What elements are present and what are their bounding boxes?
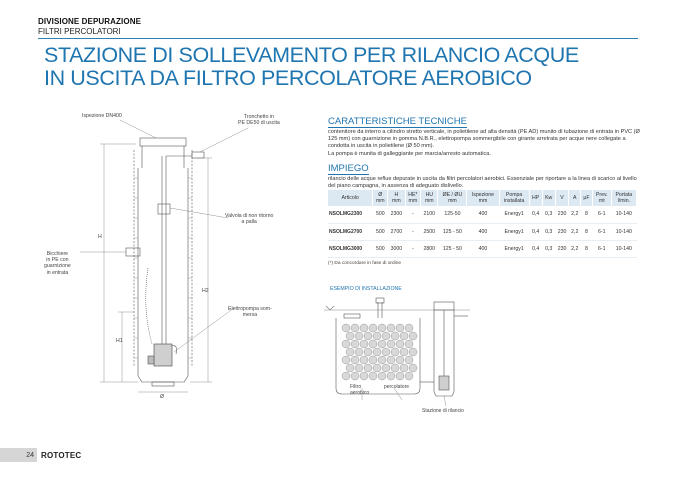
- header-divider: [38, 38, 638, 39]
- table-cell: 500: [373, 206, 388, 223]
- table-cell: 125 - 50: [438, 223, 467, 240]
- table-cell: 2,2: [569, 223, 581, 240]
- table-header-cell: ØE / ØU mm: [438, 190, 467, 206]
- table-header-cell: Portata l/min.: [611, 190, 636, 206]
- table-cell: 2500: [421, 223, 438, 240]
- table-cell: 6-1: [592, 240, 611, 257]
- table-header-cell: Kw: [542, 190, 555, 206]
- label-elettropompa: Elettropompa som- mersa: [228, 306, 272, 319]
- table-cell: 2800: [421, 240, 438, 257]
- table-header-cell: Pompa installata: [499, 190, 529, 206]
- page-title: [44, 44, 579, 90]
- section-title: DIVISIONE DEPURAZIONE: [38, 17, 142, 26]
- table-cell: 8: [581, 206, 593, 223]
- table-cell: 0,3: [542, 240, 555, 257]
- table-cell: Energy1: [499, 240, 529, 257]
- label-ispezione: Ispezione DN400: [82, 113, 122, 119]
- dim-h1: H1: [116, 338, 123, 344]
- table-cell: Energy1: [499, 223, 529, 240]
- dim-h2: H2: [202, 288, 209, 294]
- subsection-title: FILTRI PERCOLATORI: [38, 27, 121, 36]
- table-cell: 2,2: [569, 240, 581, 257]
- caratteristiche-text-2: La pompa è munita di galleggiante per marcia/arresto automatica.: [328, 150, 491, 157]
- table-cell: 125 - 50: [438, 240, 467, 257]
- impiego-text: rilancio delle acque reflue depurate in uscita da filtri percolatori aerobici. Essenziale per riportare a la linea di scarico al livello del piano campagna, in assenza di adeguato dislivello.: [328, 175, 637, 190]
- article-code: NSOLMG3000: [328, 240, 373, 257]
- table-header-cell: V: [555, 190, 569, 206]
- cross-section-drawing: [38, 108, 306, 408]
- spec-table: [328, 190, 637, 258]
- table-cell: -: [405, 206, 421, 223]
- impiego-heading: IMPIEGO: [328, 162, 369, 174]
- table-cell: 2700: [388, 223, 405, 240]
- label-filtro: Filtro aerobico: [350, 384, 370, 396]
- article-code: NSOLMG2300: [328, 206, 373, 223]
- table-row: [328, 223, 637, 240]
- specs-section: [328, 111, 640, 190]
- table-row: [328, 206, 637, 223]
- table-cell: 10-140: [611, 206, 636, 223]
- table-cell: 2,2: [569, 206, 581, 223]
- table-header-cell: HU mm: [421, 190, 438, 206]
- table-cell: 0,4: [529, 240, 542, 257]
- table-header-cell: HP: [529, 190, 542, 206]
- table-cell: 0,3: [542, 206, 555, 223]
- table-cell: 2300: [388, 206, 405, 223]
- installation-illustration: [322, 296, 472, 424]
- table-cell: 500: [373, 240, 388, 257]
- page-title-line-1: STAZIONE DI SOLLEVAMENTO PER RILANCIO ACQUE: [44, 43, 579, 67]
- table-header-cell: HE* mm: [405, 190, 421, 206]
- table-header-cell: Ø mm: [373, 190, 388, 206]
- table-cell: Energy1: [499, 206, 529, 223]
- footer: [0, 448, 81, 462]
- table-cell: 8: [581, 240, 593, 257]
- label-stazione: Stazione di rilancio: [422, 408, 464, 414]
- table-cell: 0,4: [529, 223, 542, 240]
- table-cell: 10-140: [611, 223, 636, 240]
- table-cell: 6-1: [592, 223, 611, 240]
- caratteristiche-heading: CARATTERISTICHE TECNICHE: [328, 116, 467, 127]
- label-percolatore: percolatore: [384, 384, 410, 390]
- technical-drawing: [38, 108, 306, 408]
- table-cell: 2100: [421, 206, 438, 223]
- table-header-cell: Articolo: [328, 190, 373, 206]
- table-cell: 10-140: [611, 240, 636, 257]
- table-cell: 230: [555, 206, 569, 223]
- table-cell: 400: [467, 223, 499, 240]
- label-valvola: Valvola di non ritorno a palla: [225, 213, 274, 226]
- page-title-line-2: IN USCITA DA FILTRO PERCOLATORE AEROBICO: [44, 66, 532, 90]
- table-cell: 400: [467, 206, 499, 223]
- table-cell: 230: [555, 223, 569, 240]
- table-row: [328, 240, 637, 257]
- label-bicchiere: Bicchiere in PE con guarnizione in entrata: [44, 251, 71, 276]
- table-cell: 0,3: [542, 223, 555, 240]
- table-header-cell: H mm: [388, 190, 405, 206]
- table-note: (*) Da concordare in fase di ordine: [328, 261, 402, 266]
- dim-h: H: [98, 234, 102, 240]
- table-cell: 125-50: [438, 206, 467, 223]
- install-title: ESEMPIO DI INSTALLAZIONE: [330, 286, 402, 292]
- table-cell: 500: [373, 223, 388, 240]
- page-number: 24: [0, 448, 37, 462]
- table-header-cell: Ispezione mm: [467, 190, 499, 206]
- table-cell: 230: [555, 240, 569, 257]
- table-cell: 400: [467, 240, 499, 257]
- header: [38, 17, 141, 36]
- table-cell: -: [405, 240, 421, 257]
- label-tronchetto: Tronchetto in PE DE50 di uscita: [238, 114, 280, 127]
- article-code: NSOLMG2700: [328, 223, 373, 240]
- table-header-cell: µF: [581, 190, 593, 206]
- installation-drawing: [322, 296, 472, 424]
- table-cell: 6-1: [592, 206, 611, 223]
- table-cell: -: [405, 223, 421, 240]
- table-cell: 3000: [388, 240, 405, 257]
- table-body: [328, 206, 637, 257]
- caratteristiche-text: contenitore da interro a cilindro stretto verticale, in polietilene ad alta densità (PE AD) munito di tubazione di entrata in PVC (Ø 125 mm) con guarnizione in gomma N.B.R., elettropompa sommergibile con girante arretrata per acque nere collegate a condotta in uscita in polietilene (Ø 50 mm).: [328, 129, 640, 150]
- table-header-cell: Prev. mt: [592, 190, 611, 206]
- table-cell: 8: [581, 223, 593, 240]
- table-cell: 0,4: [529, 206, 542, 223]
- brand-name: ROTOTEC: [41, 450, 82, 460]
- table-header-cell: A: [569, 190, 581, 206]
- table-header-row: [328, 190, 637, 206]
- dim-diameter: Ø: [160, 394, 165, 400]
